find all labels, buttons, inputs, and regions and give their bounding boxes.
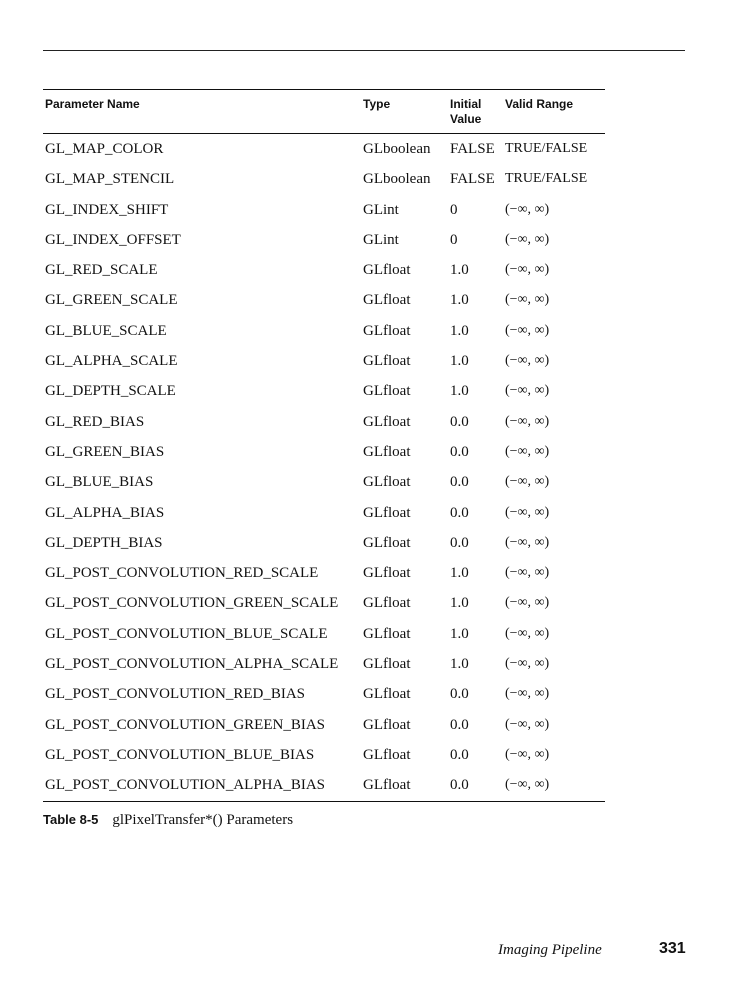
- table-bottom-rule: [43, 801, 605, 802]
- cell-initial-value: 0.0: [450, 746, 469, 763]
- cell-initial-value: 1.0: [450, 353, 469, 370]
- cell-initial-value: 1.0: [450, 565, 469, 582]
- cell-type: GLfloat: [363, 443, 411, 460]
- header-initial-value: Initial Value: [450, 97, 482, 126]
- cell-type: GLint: [363, 231, 399, 248]
- cell-valid-range: (−∞, ∞): [505, 534, 550, 550]
- cell-type: GLfloat: [363, 474, 411, 491]
- table-row: [43, 498, 605, 528]
- cell-valid-range: (−∞, ∞): [505, 565, 550, 581]
- cell-valid-range: (−∞, ∞): [505, 716, 550, 732]
- cell-type: GLfloat: [363, 413, 411, 430]
- table-row: [43, 346, 605, 376]
- cell-valid-range: (−∞, ∞): [505, 625, 550, 641]
- cell-parameter-name: GL_INDEX_OFFSET: [45, 231, 181, 248]
- cell-initial-value: 1.0: [450, 292, 469, 309]
- cell-type: GLfloat: [363, 686, 411, 703]
- table-row: [43, 437, 605, 467]
- cell-initial-value: 0.0: [450, 777, 469, 794]
- cell-parameter-name: GL_MAP_COLOR: [45, 141, 164, 157]
- table-row: [43, 619, 605, 649]
- cell-parameter-name: GL_POST_CONVOLUTION_ALPHA_SCALE: [45, 656, 339, 673]
- cell-parameter-name: GL_DEPTH_SCALE: [45, 383, 176, 400]
- cell-initial-value: 0.0: [450, 504, 469, 521]
- cell-initial-value: 0: [450, 231, 458, 248]
- cell-type: GLfloat: [363, 322, 411, 339]
- cell-type: GLfloat: [363, 383, 411, 400]
- cell-parameter-name: GL_GREEN_BIAS: [45, 443, 165, 460]
- parameters-table: [43, 89, 605, 802]
- table-row: [43, 376, 605, 406]
- table-row: [43, 195, 605, 225]
- cell-valid-range: (−∞, ∞): [505, 777, 550, 793]
- cell-initial-value: 1.0: [450, 262, 469, 279]
- cell-type: GLfloat: [363, 716, 411, 733]
- cell-type: GLfloat: [363, 565, 411, 582]
- cell-parameter-name: GL_BLUE_BIAS: [45, 474, 154, 491]
- table-row: [43, 649, 605, 679]
- page-number: 331: [659, 940, 686, 957]
- cell-initial-value: 0.0: [450, 474, 469, 491]
- cell-valid-range: (−∞, ∞): [505, 474, 550, 490]
- table-row: [43, 558, 605, 588]
- cell-parameter-name: GL_POST_CONVOLUTION_GREEN_SCALE: [45, 595, 339, 612]
- cell-type: GLfloat: [363, 504, 411, 521]
- cell-valid-range: (−∞, ∞): [505, 504, 550, 520]
- cell-initial-value: 1.0: [450, 656, 469, 673]
- header-parameter-name: Parameter Name: [45, 97, 140, 111]
- cell-initial-value: 0.0: [450, 413, 469, 430]
- cell-parameter-name: GL_MAP_STENCIL: [45, 171, 175, 188]
- table-row: [43, 164, 605, 194]
- cell-valid-range: (−∞, ∞): [505, 443, 550, 459]
- cell-parameter-name: GL_POST_CONVOLUTION_RED_BIAS: [45, 686, 306, 703]
- table-row: [43, 407, 605, 437]
- cell-valid-range: (−∞, ∞): [505, 595, 550, 611]
- cell-parameter-name: GL_DEPTH_BIAS: [45, 534, 163, 551]
- cell-type: GLfloat: [363, 353, 411, 370]
- cell-valid-range: (−∞, ∞): [505, 231, 550, 247]
- cell-type: GLfloat: [363, 595, 411, 612]
- table-row: [43, 316, 605, 346]
- cell-valid-range: (−∞, ∞): [505, 686, 550, 702]
- cell-parameter-name: GL_POST_CONVOLUTION_BLUE_BIAS: [45, 746, 315, 763]
- cell-initial-value: 0.0: [450, 686, 469, 703]
- cell-initial-value: 0.0: [450, 534, 469, 551]
- table-row: [43, 285, 605, 315]
- table-row: [43, 740, 605, 770]
- cell-type: GLfloat: [363, 656, 411, 673]
- cell-initial-value: 1.0: [450, 625, 469, 642]
- cell-valid-range: (−∞, ∞): [505, 201, 550, 217]
- table-caption: [43, 812, 293, 829]
- caption-text: glPixelTransfer*() Parameters: [112, 812, 294, 828]
- table-header-row: [43, 90, 605, 133]
- cell-valid-range: TRUE/FALSE: [505, 141, 588, 156]
- cell-type: GLfloat: [363, 292, 411, 309]
- header-type: Type: [363, 97, 391, 111]
- table-row: [43, 679, 605, 709]
- cell-parameter-name: GL_BLUE_SCALE: [45, 322, 167, 339]
- cell-parameter-name: GL_ALPHA_SCALE: [45, 353, 178, 370]
- cell-valid-range: (−∞, ∞): [505, 383, 550, 399]
- cell-type: GLboolean: [363, 141, 431, 157]
- cell-initial-value: 0.0: [450, 716, 469, 733]
- cell-valid-range: (−∞, ∞): [505, 353, 550, 369]
- cell-type: GLboolean: [363, 171, 431, 188]
- cell-type: GLfloat: [363, 262, 411, 279]
- table-row: [43, 588, 605, 618]
- cell-valid-range: (−∞, ∞): [505, 292, 550, 308]
- cell-initial-value: 0.0: [450, 443, 469, 460]
- cell-parameter-name: GL_POST_CONVOLUTION_BLUE_SCALE: [45, 625, 328, 642]
- page-top-rule: [43, 50, 685, 51]
- cell-valid-range: (−∞, ∞): [505, 322, 550, 338]
- cell-initial-value: 1.0: [450, 595, 469, 612]
- cell-parameter-name: GL_POST_CONVOLUTION_GREEN_BIAS: [45, 716, 325, 733]
- cell-valid-range: (−∞, ∞): [505, 262, 550, 278]
- cell-initial-value: 0: [450, 201, 458, 218]
- cell-parameter-name: GL_RED_SCALE: [45, 262, 158, 279]
- cell-parameter-name: GL_POST_CONVOLUTION_ALPHA_BIAS: [45, 777, 326, 794]
- footer-section-title: Imaging Pipeline: [498, 942, 602, 958]
- cell-parameter-name: GL_POST_CONVOLUTION_RED_SCALE: [45, 565, 319, 582]
- cell-parameter-name: GL_GREEN_SCALE: [45, 292, 178, 309]
- cell-valid-range: (−∞, ∞): [505, 746, 550, 762]
- caption-label: Table 8-5: [43, 812, 99, 827]
- cell-parameter-name: GL_INDEX_SHIFT: [45, 201, 169, 218]
- cell-type: GLint: [363, 201, 399, 218]
- cell-type: GLfloat: [363, 746, 411, 763]
- table-row: [43, 710, 605, 740]
- cell-initial-value: 1.0: [450, 383, 469, 400]
- table-row: [43, 467, 605, 497]
- cell-initial-value: FALSE: [450, 141, 495, 157]
- cell-parameter-name: GL_RED_BIAS: [45, 413, 145, 430]
- cell-valid-range: (−∞, ∞): [505, 413, 550, 429]
- header-valid-range: Valid Range: [505, 97, 574, 111]
- cell-initial-value: 1.0: [450, 322, 469, 339]
- table-row: [43, 225, 605, 255]
- table-row: [43, 770, 605, 800]
- cell-type: GLfloat: [363, 777, 411, 794]
- cell-valid-range: (−∞, ∞): [505, 656, 550, 672]
- cell-initial-value: FALSE: [450, 171, 495, 188]
- table-body: [43, 134, 605, 801]
- table-row: [43, 134, 605, 164]
- table-row: [43, 255, 605, 285]
- cell-parameter-name: GL_ALPHA_BIAS: [45, 504, 165, 521]
- cell-valid-range: TRUE/FALSE: [505, 171, 588, 187]
- cell-type: GLfloat: [363, 625, 411, 642]
- cell-type: GLfloat: [363, 534, 411, 551]
- table-row: [43, 528, 605, 558]
